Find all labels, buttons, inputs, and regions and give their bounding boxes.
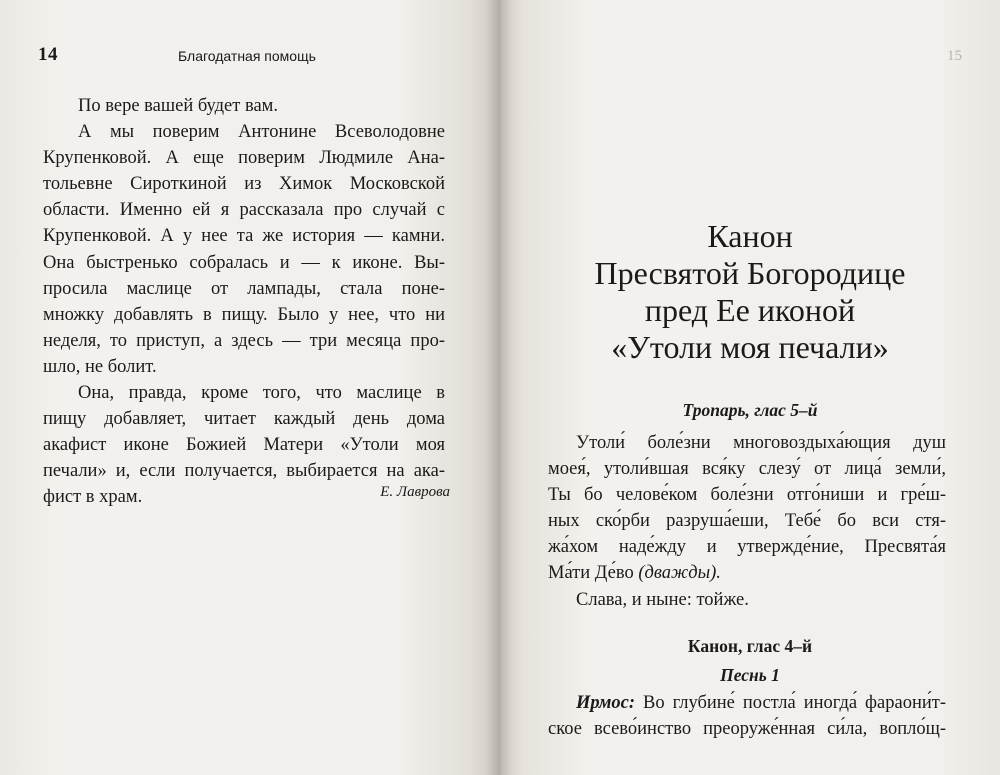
text-line: ское всево́инство преоруже́нная си́ла, вопло́щ- [548, 719, 946, 740]
text-line: Крупенковой. А еще поверим Людмиле Ана- [43, 148, 445, 169]
text-line: По вере вашей будет вам. [78, 96, 279, 116]
text-line [548, 690, 946, 716]
troparion-heading: Тропарь, глас 5–й [682, 400, 818, 420]
text-line: ных ско́рби разруша́еши, Тебе́ бо вси стя- [548, 511, 946, 532]
title-line: Канон [707, 218, 793, 254]
text-line: А мы поверим Антонине Всеволодовне [78, 122, 445, 143]
paragraph-2 [43, 119, 445, 380]
ode-heading: Песнь 1 [720, 665, 780, 685]
title-line: «Утоли моя печали» [611, 329, 889, 365]
running-head: Благодатная помощь [178, 48, 316, 64]
text-line: акафист иконе Божией Матери «Утоли моя [43, 435, 445, 456]
text-line: неделя, то приступ, а здесь — три месяца про- [43, 330, 445, 351]
text-line: Она быстренько собралась и — к иконе. Вы- [43, 252, 445, 273]
troparion-text [548, 430, 946, 613]
text-line: моея́, утоли́вшая вся́ку слезу́ от лица́ земли́, [548, 459, 946, 480]
glory-line: Слава, и ныне: тойже. [576, 589, 749, 610]
irmos-line: Во глубине́ постла́ иногда́ фараони́т- [643, 693, 946, 713]
text-line: Она, правда, кроме того, что маслице в [78, 383, 445, 404]
canon-title [520, 218, 980, 366]
text-line: шло, не болит. [43, 356, 157, 377]
title-line: Пресвятой Богородице [594, 255, 906, 291]
canon-heading: Канон, глас 4–й [687, 636, 813, 656]
author-signature: Е. Лаврова [380, 484, 450, 500]
paragraph-1 [43, 93, 445, 119]
irmos-text [548, 690, 946, 742]
text-line: тольевне Сироткиной из Химок Московской [43, 174, 445, 195]
book-gutter [486, 0, 512, 775]
page-number: 14 [38, 44, 58, 65]
right-page [498, 0, 1000, 775]
irmos-label: Ирмос: [576, 693, 636, 713]
text-line [548, 560, 946, 586]
text-line: Крупенковой. А у нее та же история — камни. [43, 226, 445, 247]
bleed-through-page-number: 15 [947, 48, 962, 64]
text-line: Утоли́ боле́зни многовоздыха́ющия душ [576, 433, 946, 453]
text-line: фист в храм. [43, 487, 143, 508]
text-line: множку добавлять в пищу. Было у нее, что ни [43, 304, 445, 325]
text-line: жа́хом наде́жду и утвержде́ние, Пресвята́я [548, 537, 946, 558]
left-body-text [43, 93, 445, 511]
text-line: пищу добавляет, читает каждый день дома [43, 409, 445, 430]
text-line: печали» и, если получается, выбирается на ака- [43, 461, 445, 482]
text-line: Ты бо челове́ком боле́зни отго́ниши и гре́ш- [548, 485, 946, 506]
text-line: области. Именно ей я рассказала про случай с [43, 200, 445, 221]
title-line: пред Ее иконой [644, 292, 856, 328]
troparion-last-words: Ма́ти Де́во [548, 563, 634, 584]
troparion-note: (дважды). [638, 563, 721, 584]
text-line: просила маслице от лампады, стала поне- [43, 278, 445, 299]
